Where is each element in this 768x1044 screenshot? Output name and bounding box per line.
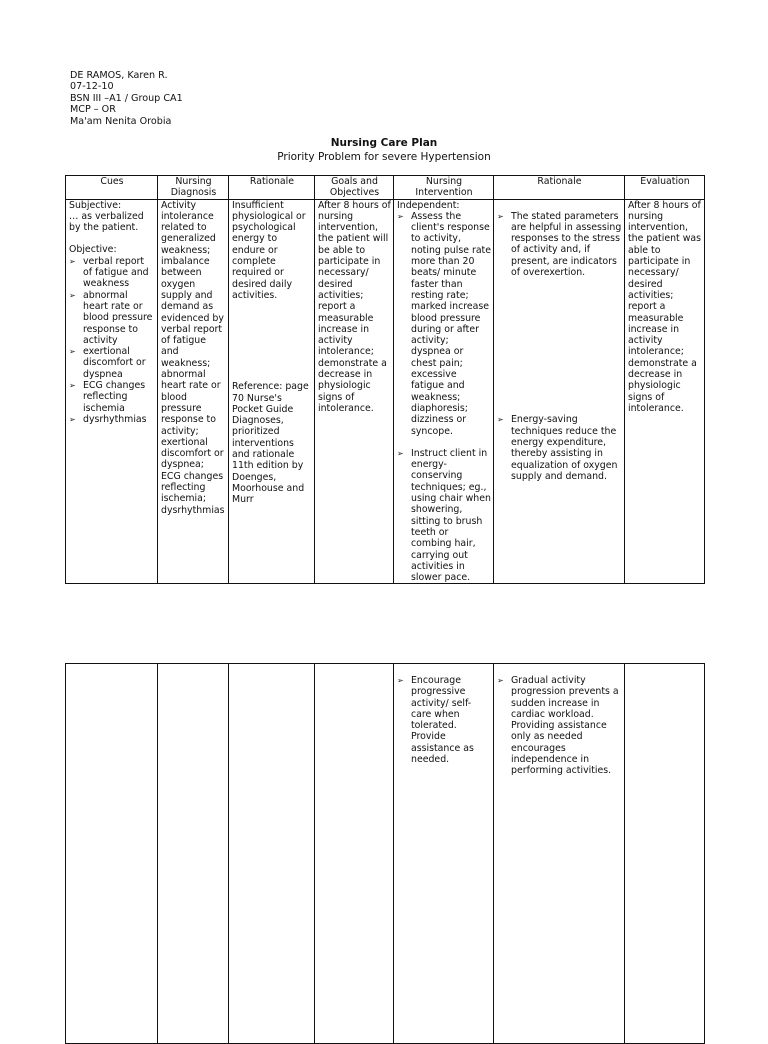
- student-name: DE RAMOS, Karen R.: [70, 70, 168, 81]
- cue-item: ➢ ECG changes reflecting ischemia: [69, 380, 155, 414]
- document-subtitle: Priority Problem for severe Hypertension: [277, 151, 491, 163]
- header-rationale: Rationale: [229, 176, 315, 200]
- intervention-item: ➢ Assess the client's response to activity, noting pulse rate more than 20 beats/ minute faster than resting rate; marked increase blood pressure during or after activity; dyspnea or chest pain; excessive fatigue and weakness; diaphoresis; dizziness or syncope.: [397, 211, 491, 437]
- rationale-2-list-continued: [497, 675, 622, 777]
- document-title: Nursing Care Plan: [330, 137, 438, 149]
- cue-item: ➢ abnormal heart rate or blood pressure response to activity: [69, 290, 155, 346]
- intervention-list-continued: [397, 675, 491, 765]
- goals-cell: After 8 hours of nursing intervention, the patient will be able to participate in necessary/ desired activities; report a measurable increase in activity intolerance; demonstrate a decrease in physiologic signs of intolerance.: [315, 199, 394, 584]
- diagnosis-cell: Activity intolerance related to generalized weakness; imbalance between oxygen supply and demand as evidenced by verbal report of fatigue and weakness; abnormal heart rate or blood pressure response to activity; exertional discomfort or dyspnea; ECG changes reflecting ischemia; dysrhythmias: [158, 199, 229, 584]
- instructor: Ma'am Nenita Orobia: [70, 115, 172, 127]
- rationale-cell: [229, 199, 315, 584]
- subjective-label: Subjective:: [69, 199, 122, 211]
- table-row: [66, 199, 705, 584]
- rationale-2-item: ➢ Gradual activity progression prevents a sudden increase in cardiac workload. Providing assistance only as needed encourages independence in performing activities.: [497, 675, 622, 777]
- rationale-cell-continued: [229, 664, 315, 1044]
- goals-cell-continued: [315, 664, 394, 1044]
- header-evaluation: Evaluation: [625, 176, 705, 200]
- header-diagnosis: Nursing Diagnosis: [158, 176, 229, 200]
- cues-cell: [66, 199, 158, 584]
- cues-list: [69, 256, 155, 425]
- intervention-list: [397, 211, 491, 584]
- rationale-2-cell: [494, 199, 625, 584]
- intervention-item: ➢ Instruct client in energy-conserving techniques; eg., using chair when showering, sitting to brush teeth or combing hair, carrying out activities in slower pace.: [397, 448, 491, 584]
- rationale-text: Insufficient physiological or psychological energy to endure or complete required or desired daily activities.: [232, 199, 306, 301]
- rationale-2-item: ➢ The stated parameters are helpful in assessing responses to the stress of activity and, if present, are indicators of overexertion.: [497, 211, 622, 279]
- cue-item: ➢ exertional discomfort or dyspnea: [69, 346, 155, 380]
- cue-item: ➢ verbal report of fatigue and weakness: [69, 256, 155, 290]
- reference-text: Reference: page 70 Nurse's Pocket Guide Diagnoses, prioritized interventions and rationale 11th edition by Doenges, Moorhouse and Murr: [232, 381, 309, 506]
- table-row: [66, 664, 705, 1044]
- rationale-2-cell-continued: [494, 664, 625, 1044]
- header-intervention: Nursing Intervention: [394, 176, 494, 200]
- student-info: [70, 70, 183, 127]
- cue-item: ➢ dysrhythmias: [69, 414, 155, 425]
- subjective-text: … as verbalized by the patient.: [69, 210, 144, 234]
- intervention-cell: [394, 199, 494, 584]
- section: BSN III –A1 / Group CA1: [70, 92, 183, 104]
- intervention-cell-continued: [394, 664, 494, 1044]
- objective-label: Objective:: [69, 244, 117, 256]
- rotation: MCP – OR: [70, 104, 116, 116]
- header-goals: Goals and Objectives: [315, 176, 394, 200]
- rationale-2-item: ➢ Energy-saving techniques reduce the energy expenditure, thereby assisting in equalization of oxygen supply and demand.: [497, 414, 622, 482]
- evaluation-cell: After 8 hours of nursing intervention, the patient was able to participate in necessary/ desired activities; report a measurable increase in activity intolerance; demonstrate a decrease in physiologic signs of intolerance.: [625, 199, 705, 584]
- intervention-item: ➢ Encourage progressive activity/ self-care when tolerated. Provide assistance as needed.: [397, 675, 491, 765]
- care-plan-table-page-2: [65, 663, 705, 1044]
- care-plan-table-page-1: [65, 175, 705, 584]
- intervention-label: Independent:: [397, 199, 460, 211]
- cues-cell-continued: [66, 664, 158, 1044]
- date: 07-12-10: [70, 81, 114, 93]
- header-rationale-2: Rationale: [494, 176, 625, 200]
- header-cues: Cues: [66, 176, 158, 200]
- evaluation-cell-continued: [625, 664, 705, 1044]
- table-header-row: [66, 176, 705, 200]
- rationale-2-list: [497, 211, 622, 483]
- diagnosis-cell-continued: [158, 664, 229, 1044]
